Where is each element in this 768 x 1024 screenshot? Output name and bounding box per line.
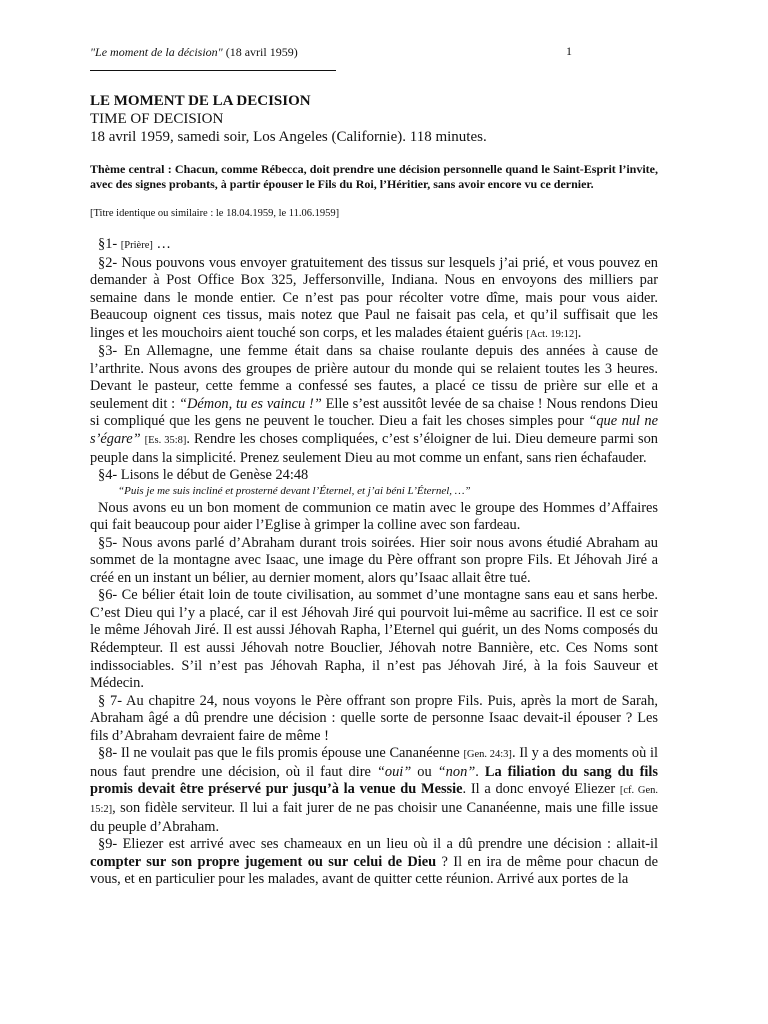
paragraph-1 (90, 236, 658, 255)
paragraph-text: §8- Il ne voulait pas que le fils promis épouse une Cananéenne (98, 745, 464, 762)
page-title: LE MOMENT DE LA DECISION (90, 93, 311, 109)
prayer-note: [Prière] (120, 240, 153, 251)
paragraph-4-continued: Nous avons eu un bon moment de communion ce matin avec le groupe des Hommes d’Affaires qui fait beaucoup pour aider l’Eglise à grimper la colline avec son fardeau. (90, 499, 658, 534)
quote: “Démon, tu es vaincu !” (179, 395, 322, 412)
paragraph-text: . Il a donc envoyé Eliezer (462, 781, 620, 798)
paragraph-text: ? Il en ira de même pour chacun de vous, et en particulier pour les malades, avant de quitter cette réunion. Arrivé aux portes de la (90, 853, 658, 888)
running-header (90, 44, 570, 60)
paragraph-text: Elle s’est aussitôt levée de sa chaise ! Nous rendons Dieu si compliqué que les gens ne peuvent le toucher. Dieu a fait les choses simples pour (90, 395, 658, 430)
paragraph-7: § 7- Au chapitre 24, nous voyons le Père offrant son propre Fils. Puis, après la mort de Sarah, Abraham âgé a dû prendre une décision : quelle sorte de personne Isaac devait-il épouser ? Les fils d’Abraham devraient faire de même ! (90, 692, 658, 744)
english-title: TIME OF DECISION (90, 111, 224, 127)
paragraph-text: , son fidèle serviteur. Il lui a fait jurer de ne pas choisir une Cananéenne, mais une fille issue du peuple d’Abraham. (90, 799, 658, 835)
paragraph-3 (90, 343, 658, 467)
paragraph-9 (90, 836, 658, 889)
paragraph-text: §2- Nous pouvons vous envoyer gratuitement des tissus sur lesquels j’ai prié, et vous pouvez en demander à Post Office Box 325, Jeffersonville, Indiana. Nous en envoyons des milliers par semaine dans le monde entier. Ce n’est pas pour récolter votre dîme, mais pour vous aider. Beaucoup oignent ces tissus, mais notez que Paul ne faisait pas cela, et qu’il suffisait que les linges et les mouchoirs aient touché son corps, et les malades étaient guéris (90, 254, 658, 341)
quote: “oui” (376, 763, 412, 780)
paragraph-text: ou (411, 763, 438, 780)
paragraph-number: §1- (98, 236, 121, 252)
scripture-reference: [cf. Gen. 15:2] (90, 785, 658, 815)
body-text (90, 236, 658, 889)
paragraph-4: §4- Lisons le début de Genèse 24:48 (98, 467, 309, 484)
paragraph-8 (90, 745, 658, 836)
scripture-reference: [Gen. 24:3] (463, 749, 512, 761)
title-block (90, 92, 670, 146)
ellipsis: … (152, 236, 171, 252)
paragraph-text: . Il y a des moments où il nous faut prendre une décision, où il faut dire (90, 745, 658, 780)
header-rule (90, 70, 336, 71)
page-number: 1 (566, 44, 572, 58)
paragraph-6: §6- Ce bélier était loin de toute civilisation, au sommet d’une montagne sans eau et sans herbe. C’est Dieu qui l’y a placé, car il est Jéhovah Jiré qui pourvoit lui-même au sacrifice. Il est ce soir le même Jéhovah Jiré. Il est aussi Jéhovah Rapha, l’Eternel qui guérit, un des Noms composés du Rédempteur. Il est aussi Jéhovah notre Bouclier, Jéhovah notre Bannière, etc. Ces Noms sont indissociables. S’il n’est pas Jéhovah Rapha, il n’est pas Jéhovah Jiré, à la fois Sauveur et Médecin. (90, 587, 658, 692)
paragraph-text: . Rendre les choses compliquées, c’est s’éloigner de lui. Dieu demeure parmi son peuple dans la simplicité. Prenez seulement Dieu au mot comme un enfant, sans rien échafauder. (90, 431, 658, 466)
punctuation: . (475, 763, 485, 780)
paragraph-text: §9- Eliezer est arrivé avec ses chameaux en un lieu où il a dû prendre une décision : allait-il (98, 836, 658, 853)
sermon-info: 18 avril 1959, samedi soir, Los Angeles (Californie). 118 minutes. (90, 129, 487, 145)
punctuation: . (577, 324, 582, 341)
running-date: (18 avril 1959) (225, 45, 298, 59)
paragraph-2 (90, 255, 658, 344)
emphasis: La filiation du sang du fils promis devait être préservé pur jusqu’à la venue du Messie (90, 763, 658, 798)
running-title: "Le moment de la décision" (90, 45, 223, 59)
scripture-reference: [Act. 19:12] (526, 328, 578, 340)
quote: “que nul ne s’égare” (90, 413, 659, 448)
paragraph-5: §5- Nous avons parlé d’Abraham durant trois soirées. Hier soir nous avons étudié Abraham au sommet de la montagne avec Isaac, une image du Père offrant son propre Fils. Et Jéhovah Jiré a créé en un instant un bélier, au dernier moment, alors qu’Isaac allait être tué. (90, 534, 658, 586)
central-theme: Thème central : Chacun, comme Rébecca, doit prendre une décision personnelle quand le Saint-Esprit l’invite, avec des signes probants, à partir épouser le Fils du Roi, l’Héritier, sans avoir encore vu ce dernier. (90, 162, 658, 191)
quote: “non” (437, 763, 476, 780)
similar-titles-note: [Titre identique ou similaire : le 18.04.1959, le 11.06.1959] (90, 208, 340, 219)
emphasis: compter sur son propre jugement ou sur celui de Dieu (90, 853, 437, 870)
paragraph-text: §3- En Allemagne, une femme était dans sa chaise roulante depuis des années à cause de l’arthrite. Nous avons des groupes de prière autour du monde qui se relaient toutes les 3 heures. Devant le pasteur, cette femme a confessé ses fautes, a placé ce tissu de prière sur elle et a seulement dit : (90, 343, 658, 412)
scripture-quote: “Puis je me suis incliné et prosterné devant l’Éternel, et j’ai béni L’Éternel, …” (118, 484, 471, 497)
scripture-reference: [Es. 35:8] (144, 435, 187, 447)
